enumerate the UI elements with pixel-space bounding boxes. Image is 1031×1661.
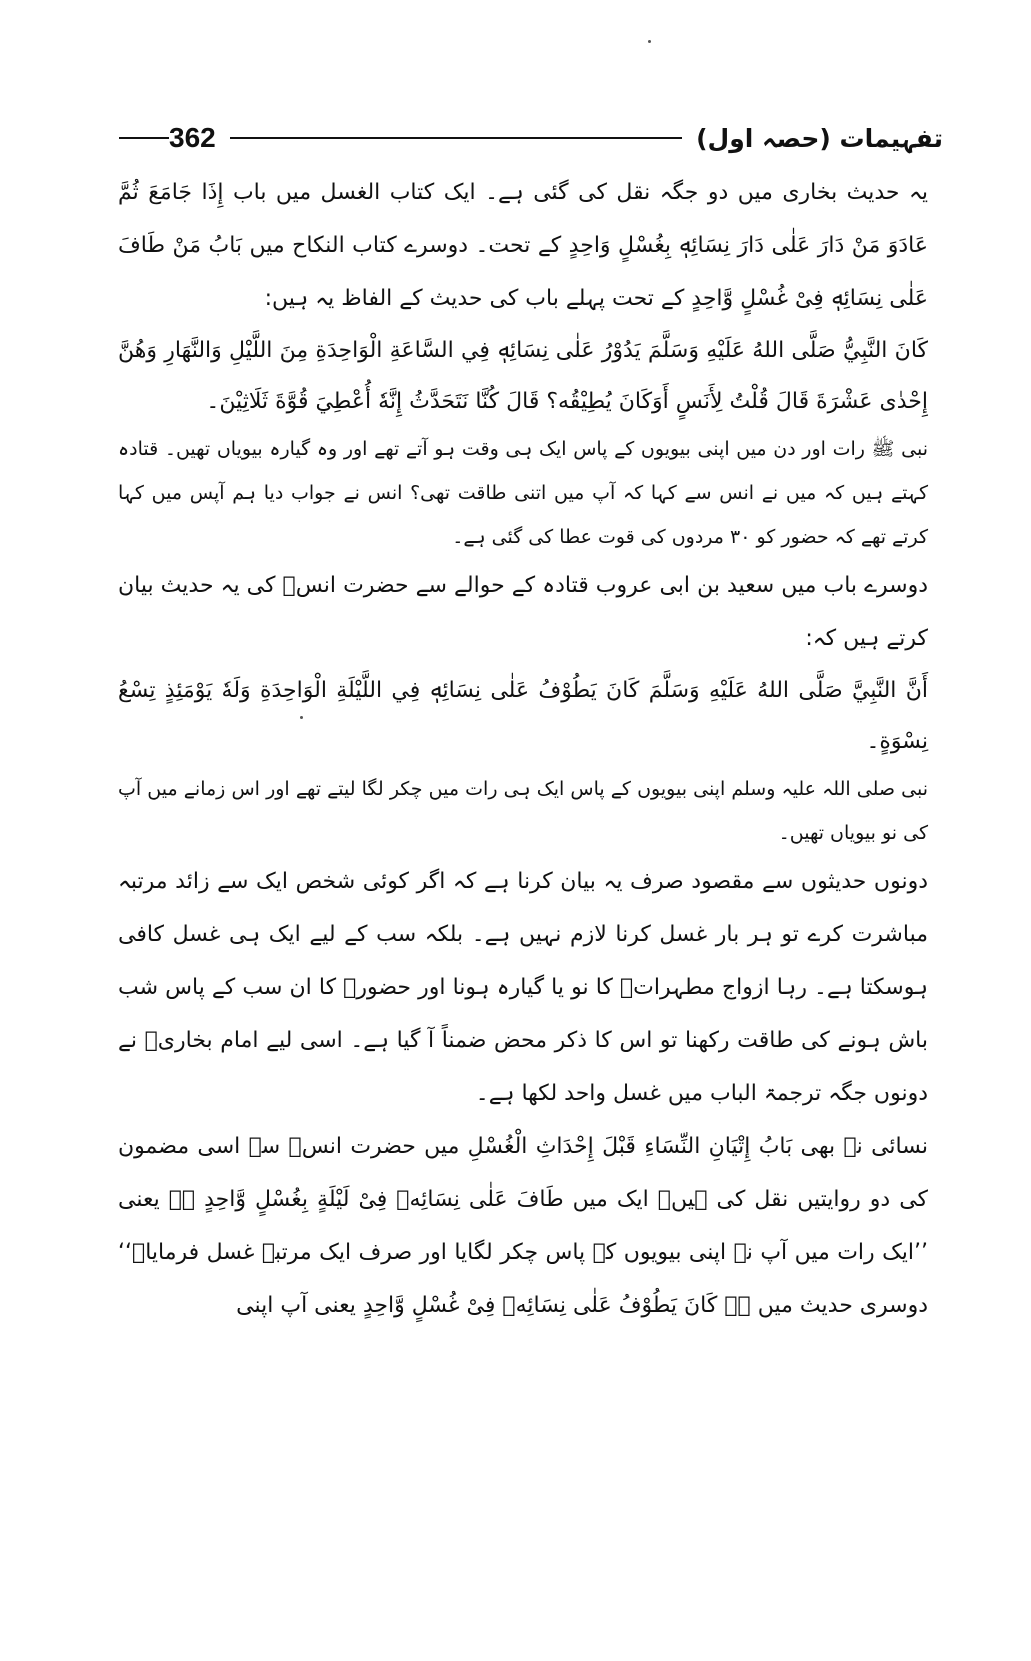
paragraph-second-chapter: دوسرے باب میں سعید بن ابی عروب قتادہ کے حوالے سے حضرت انسؓ کی یہ حدیث بیان کرتے ہیں کہ:	[118, 573, 928, 651]
arabic-hadith-2: أَنَّ النَّبِيَّ صَلَّى اللهُ عَلَيْهِ وَسَلَّمَ كَانَ يَطُوْفُ عَلٰى نِسَائِهٖ فِي اللَّيْلَةِ الْوَاحِدَةِ وَلَهٗ يَوْمَئِذٍ تِسْعُ نِسْوَةٍ۔	[118, 678, 928, 754]
arabic-hadith-1: كَانَ النَّبِيُّ صَلَّى اللهُ عَلَيْهِ وَسَلَّمَ يَدُوْرُ عَلٰى نِسَائِهٖ فِي السَّاعَةِ الْوَاحِدَةِ مِنَ اللَّيْلِ وَالنَّهَارِ وَهُنَّ إِحْدٰى عَشْرَةَ قَالَ قُلْتُ لِأَنَسٍ أَوَكَانَ يُطِيْقُه؟ قَالَ كُنَّا نَتَحَدَّثُ إِنَّهٗ أُعْطِيَ قُوَّةَ ثَلَاثِيْنَ۔	[118, 338, 928, 414]
header-rule-short	[119, 137, 169, 139]
paragraph-intro: یہ حدیث بخاری میں دو جگہ نقل کی گئی ہے۔ ایک کتاب الغسل میں باب إِذَا جَامَعَ ثُمَّ عَادَوَ مَنْ دَارَ عَلٰی دَارَ نِسَائِهٖ بِغُسْلٍ وَاحِدٍ کے تحت۔ دوسرے کتاب النکاح میں بَابُ مَنْ طَافَ عَلٰی نِسَائِهٖ فِیْ غُسْلٍ وَّاحِدٍ کے تحت پہلے باب کی حدیث کے الفاظ یہ ہیں:	[118, 180, 928, 311]
hadith-translation-2: نبی صلی اللہ علیہ وسلم اپنی بیویوں کے پاس ایک ہی رات میں چکر لگا لیتے تھے اور اس زمانے میں آپ کی نو بیویاں تھیں۔	[118, 778, 928, 844]
page-header	[105, 118, 943, 158]
scan-speck	[648, 40, 651, 43]
paragraph-explanation: دونوں حدیثوں سے مقصود صرف یہ بیان کرنا ہے کہ اگر کوئی شخص ایک سے زائد مرتبہ مباشرت کرے تو ہر بار غسل کرنا لازم نہیں ہے۔ بلکہ سب کے لیے ایک ہی غسل کافی ہوسکتا ہے۔ رہا ازواج مطہراتؓ کا نو یا گیارہ ہونا اور حضورؐ کا ان سب کے پاس شب باش ہونے کی طاقت رکھنا تو اس کا ذکر محض ضمناً آ گیا ہے۔ اسی لیے امام بخاریؒ نے دونوں جگہ ترجمۃ الباب میں غسل واحد لکھا ہے۔	[118, 869, 928, 1106]
header-rule	[230, 137, 682, 139]
page-number: 362	[169, 122, 216, 153]
hadith-translation-1: نبی ﷺ رات اور دن میں اپنی بیویوں کے پاس ایک ہی وقت ہو آتے تھے اور وہ گیارہ بیویاں تھیں۔ قتادہ کہتے ہیں کہ میں نے انس سے کہا کہ آپ میں اتنی طاقت تھی؟ انس نے جواب دیا ہم آپس میں کہا کرتے تھے کہ حضور کو ۳۰ مردوں کی قوت عطا کی گئی ہے۔	[118, 438, 928, 548]
scan-speck	[300, 716, 303, 719]
page-body	[118, 166, 928, 1332]
book-title: تفہیمات (حصہ اول)	[696, 123, 943, 153]
paragraph-nasai: نسائی نے بھی بَابُ إِتْيَانِ النِّسَاءِ قَبْلَ إِحْدَاثِ الْغُسْلِ میں حضرت انسؓ سے اسی مضمون کی دو روایتیں نقل کی ہیں۔ ایک میں طَافَ عَلٰی نِسَائِهٖ فِیْ لَيْلَةٍ بِغُسْلٍ وَّاحِدٍ ہے یعنی ’’ایک رات میں آپ نے اپنی بیویوں کے پاس چکر لگایا اور صرف ایک مرتبہ غسل فرمایا۔‘‘ دوسری حدیث میں ہے كَانَ يَطُوْفُ عَلٰی نِسَائِهٖ فِیْ غُسْلٍ وَّاحِدٍ یعنی آپ اپنی	[118, 1134, 928, 1318]
